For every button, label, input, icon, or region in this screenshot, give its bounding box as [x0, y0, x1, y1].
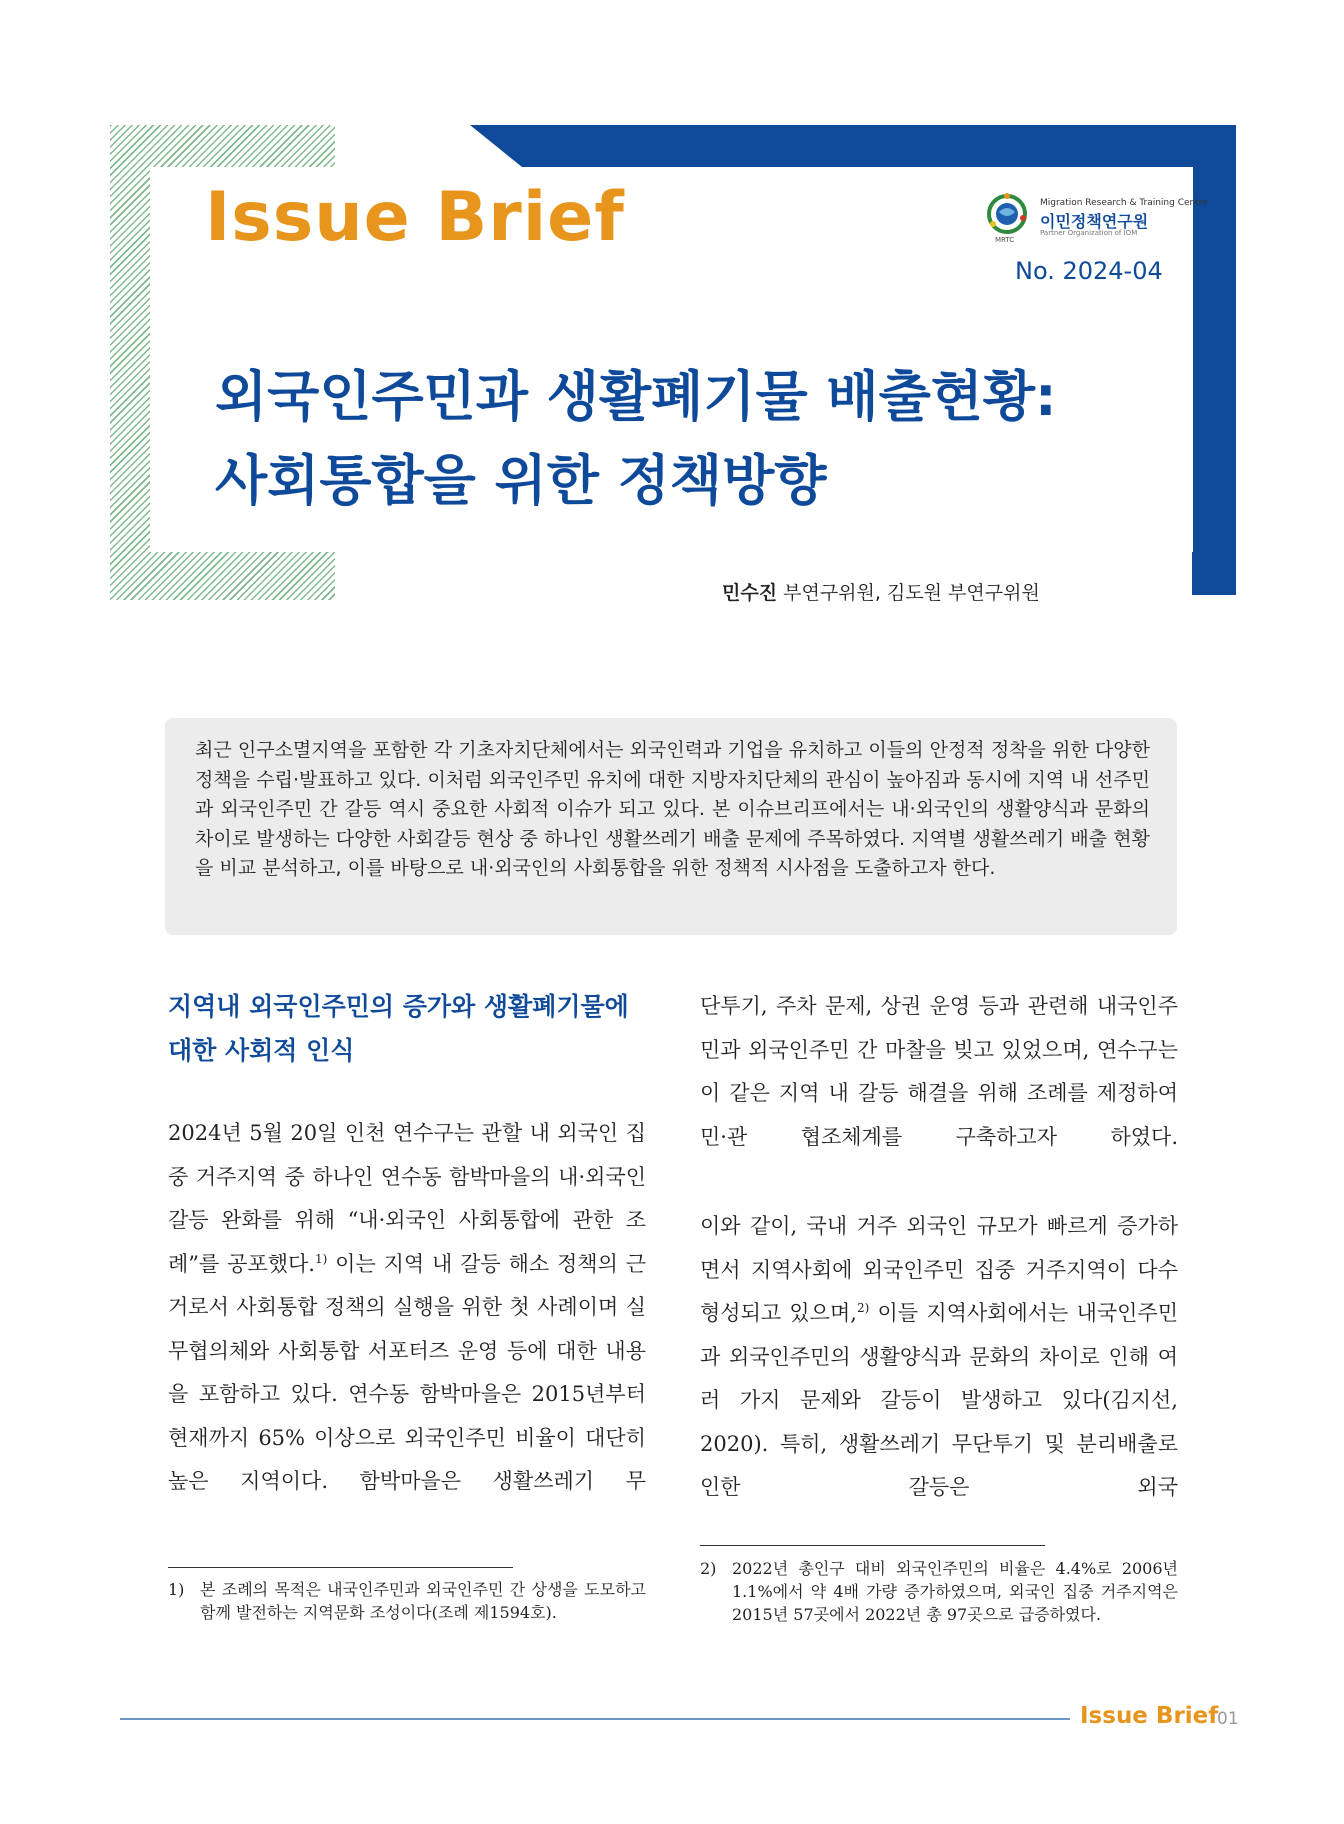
footnote-2-number: 2)	[700, 1559, 717, 1578]
right-column-paragraph-2	[700, 1205, 1178, 1510]
lead-author-name: 민수진	[722, 582, 778, 604]
abstract-box	[165, 718, 1177, 935]
footnote-ref-2[interactable]: 2)	[856, 1301, 870, 1315]
footnote-divider-right	[700, 1545, 1045, 1546]
logo-abbr: MRTC	[995, 236, 1015, 244]
footnote-divider-left	[168, 1567, 513, 1568]
footnote-1-text: 본 조례의 목적은 내국인주민과 외국인주민 간 상생을 도모하고 함께 발전하는 지역문화 조성이다(조례 제1594호).	[200, 1580, 646, 1622]
right-para2-b: 이들 지역사회에서는 내국인주민과 외국인주민의 생활양식과 문화의 차이로 인해 여러 가지 문제와 갈등이 발생하고 있다(김지선, 2020). 특히, 생활쓰레기 무단투기 및 분리배출로 인한 갈등은 외국	[700, 1301, 1179, 1499]
section-heading: 지역내 외국인주민의 증가와 생활폐기물에 대한 사회적 인식	[168, 992, 629, 1065]
globe-logo-icon	[985, 192, 1029, 236]
logo-org-ko: 이민정책연구원	[1040, 212, 1149, 231]
logo-org-sub: Partner Organization of IOM	[1040, 229, 1138, 237]
left-para-b: 이는 지역 내 갈등 해소 정책의 근거로서 사회통합 정책의 실행을 위한 첫 사례이며 실무협의체와 사회통합 서포터즈 운영 등에 대한 내용을 포함하고 있다. 연수동 함박마을은 2015년부터 현재까지 65% 이상으로 외국인주민 비율이 대단히 높은 지역이다. 함박마을은 생활쓰레기 무	[168, 1251, 646, 1493]
title-line-2: 사회통합을 위한 정책방향	[215, 448, 827, 512]
abstract-text: 최근 인구소멸지역을 포함한 각 기초자치단체에서는 외국인력과 기업을 유치하고 이들의 안정적 정착을 위한 다양한 정책을 수립·발표하고 있다. 이처럼 외국인주민 유치에 대한 지방자치단체의 관심이 높아짐과 동시에 지역 내 선주민과 외국인주민 간 갈등 역시 중요한 사회적 이슈가 되고 있다. 본 이슈브리프에서는 내·외국인의 생활양식과 문화의 차이로 발생하는 다양한 사회갈등 현상 중 하나인 생활쓰레기 배출 문제에 주목하였다. 지역별 생활쓰레기 배출 현황을 비교 분석하고, 이를 바탕으로 내·외국인의 사회통합을 위한 정책적 시사점을 도출하고자 한다.	[195, 739, 1150, 879]
logo-org-en: Migration Research & Training Centre	[1040, 198, 1208, 208]
left-para-a: 2024년 5월 20일 인천 연수구는 관할 내 외국인 집중 거주지역 중 하나인 연수동 함박마을의 내·외국인 갈등 완화를 위해 “내·외국인 사회통합에 관한 조례”를 공포했다.	[168, 1121, 646, 1276]
title-line-1: 외국인주민과 생활폐기물 배출현황:	[215, 365, 1057, 428]
footnote-1-number: 1)	[168, 1580, 185, 1599]
left-column-paragraph	[168, 1112, 646, 1504]
footer-brand: Issue Brief	[1080, 1703, 1219, 1729]
right-column-paragraph-1: 단투기, 주차 문제, 상권 운영 등과 관련해 내국인주민과 외국인주민 간 마찰을 빚고 있었으며, 연수구는 이 같은 지역 내 갈등 해결을 위해 조례를 제정하여 민·관 협조체계를 구축하고자 하였다.	[700, 994, 1178, 1149]
authors-line	[722, 578, 1040, 605]
footnote-2-text: 2022년 총인구 대비 외국인주민의 비율은 4.4%로 2006년 1.1%에서 약 4배 가량 증가하였으며, 외국인 집중 거주지역은 2015년 57곳에서 2022년 총 97곳으로 급증하였다.	[732, 1559, 1178, 1624]
footer-rule	[120, 1718, 1070, 1720]
page-number: 01	[1217, 1709, 1239, 1729]
series-title: Issue Brief	[205, 178, 625, 257]
authors-rest: 부연구위원, 김도원 부연구위원	[783, 582, 1040, 604]
footnote-1	[168, 1578, 646, 1624]
issue-number: No. 2024-04	[1015, 257, 1163, 285]
right-para2-a: 이와 같이, 국내 거주 외국인 규모가 빠르게 증가하면서 지역사회에 외국인주민 집중 거주지역이 다수 형성되고 있으며,	[700, 1214, 1178, 1325]
page-title	[215, 355, 1175, 522]
footnote-ref-1[interactable]: 1)	[314, 1251, 328, 1266]
footnote-2	[700, 1557, 1178, 1626]
